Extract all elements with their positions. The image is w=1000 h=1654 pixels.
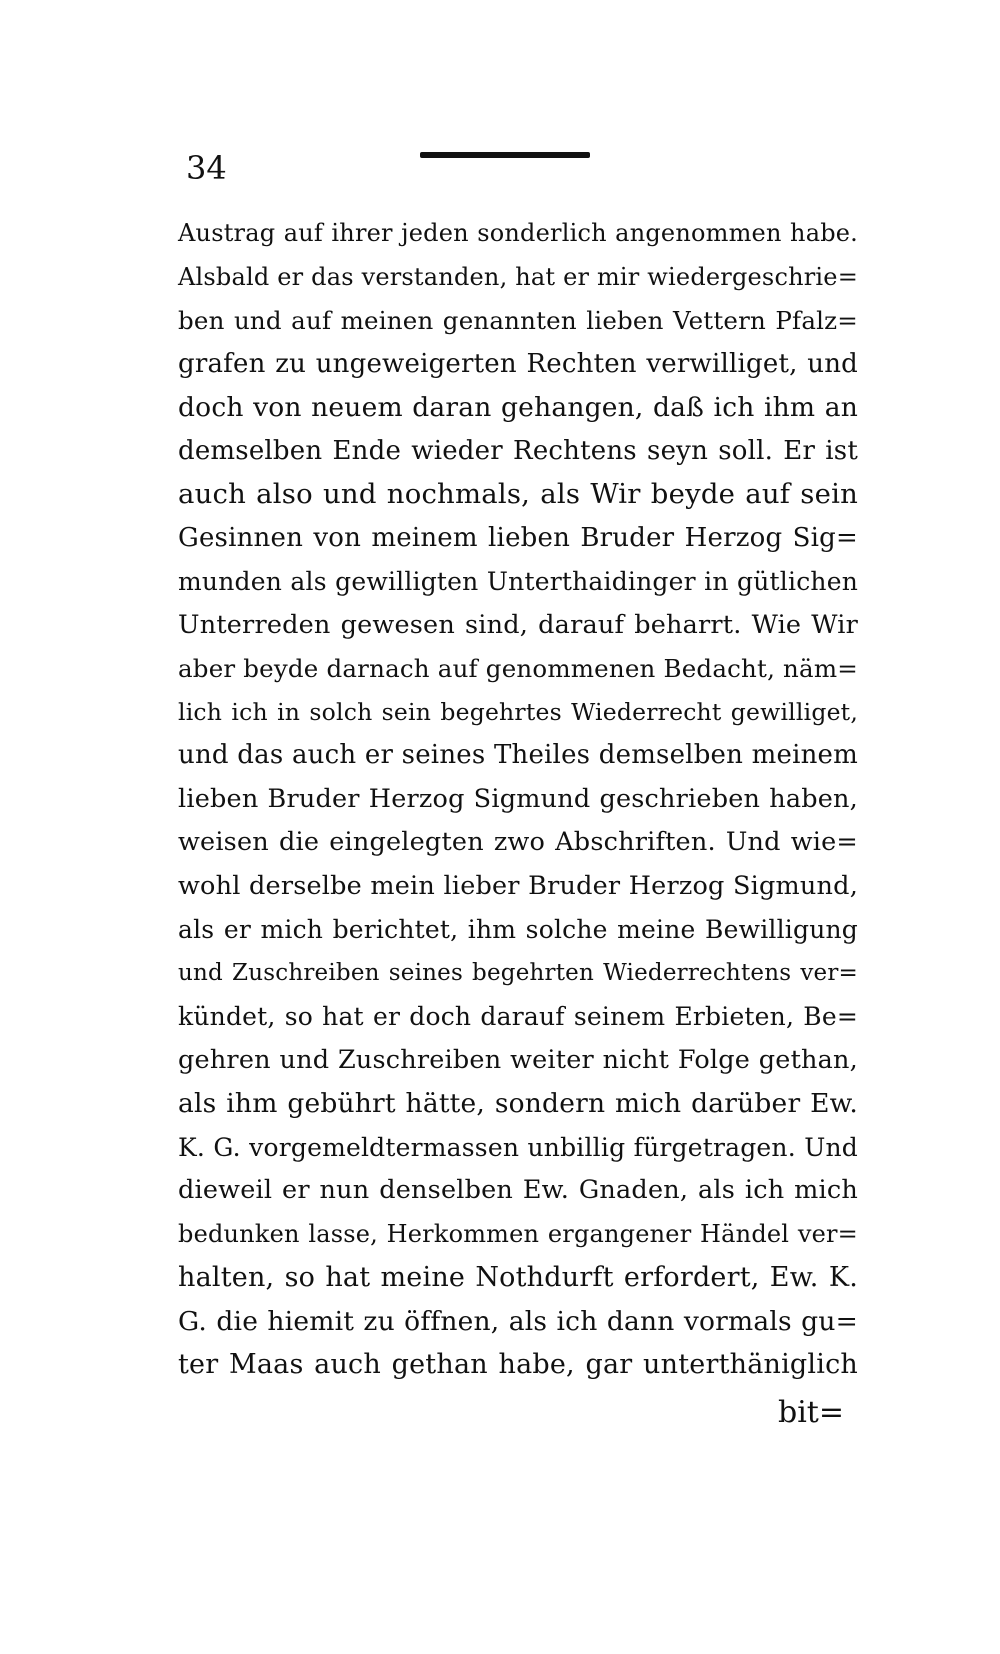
text-line: und Zuschreiben seines begehrten Wiederrechtens ver= bbox=[178, 959, 858, 986]
text-line: bedunken lasse, Herkommen ergangener Händel ver= bbox=[178, 1219, 858, 1248]
text-line: als ihm gebührt hätte, sondern mich darüber Ew. bbox=[178, 1088, 858, 1119]
header-rule bbox=[420, 152, 590, 158]
page-number: 34 bbox=[186, 149, 227, 187]
text-line: lieben Bruder Herzog Sigmund geschrieben haben, bbox=[178, 783, 858, 814]
text-line: munden als gewilligten Unterthaidinger in gütlichen bbox=[178, 567, 858, 596]
text-line: auch also und nochmals, als Wir beyde auf sein bbox=[178, 478, 858, 510]
text-line: kündet, so hat er doch darauf seinem Erbieten, Be= bbox=[178, 1002, 858, 1031]
text-line: und das auch er seines Theiles demselben meinem bbox=[178, 740, 858, 770]
text-line: ter Maas auch gethan habe, gar unterthäniglich bbox=[178, 1349, 858, 1380]
text-line: G. die hiemit zu öffnen, als ich dann vormals gu= bbox=[178, 1305, 858, 1337]
catchword: bit= bbox=[778, 1395, 844, 1430]
text-line: grafen zu ungeweigerten Rechten verwilliget, und bbox=[178, 348, 858, 379]
text-line: K. G. vorgemeldtermassen unbillig fürgetragen. Und bbox=[178, 1132, 858, 1162]
text-line: wohl derselbe mein lieber Bruder Herzog Sigmund, bbox=[178, 870, 858, 901]
text-line: Unterreden gewesen sind, darauf beharrt. Wie Wir bbox=[178, 609, 858, 640]
text-line: Austrag auf ihrer jeden sonderlich angenommen habe. bbox=[178, 219, 858, 247]
text-line: aber beyde darnach auf genommenen Bedacht, näm= bbox=[178, 654, 858, 683]
text-line: demselben Ende wieder Rechtens seyn soll. Er ist bbox=[178, 435, 858, 466]
text-line: Gesinnen von meinem lieben Bruder Herzog Sig= bbox=[178, 522, 858, 553]
text-line: als er mich berichtet, ihm solche meine Bewilligung bbox=[178, 915, 858, 944]
text-line: dieweil er nun denselben Ew. Gnaden, als ich mich bbox=[178, 1175, 858, 1205]
text-line: Alsbald er das verstanden, hat er mir wiedergeschrie= bbox=[178, 262, 859, 291]
text-line: weisen die eingelegten zwo Abschriften. Und wie= bbox=[178, 827, 858, 857]
text-line: lich ich in solch sein begehrtes Wiederrecht gewilliget, bbox=[178, 697, 858, 726]
body-text bbox=[178, 212, 858, 1387]
text-line: gehren und Zuschreiben weiter nicht Folge gethan, bbox=[178, 1044, 858, 1075]
text-line: doch von neuem daran gehangen, daß ich ihm an bbox=[178, 392, 858, 423]
text-line: halten, so hat meine Nothdurft erfordert, Ew. K. bbox=[178, 1262, 858, 1293]
text-line: ben und auf meinen genannten lieben Vettern Pfalz= bbox=[178, 306, 858, 335]
